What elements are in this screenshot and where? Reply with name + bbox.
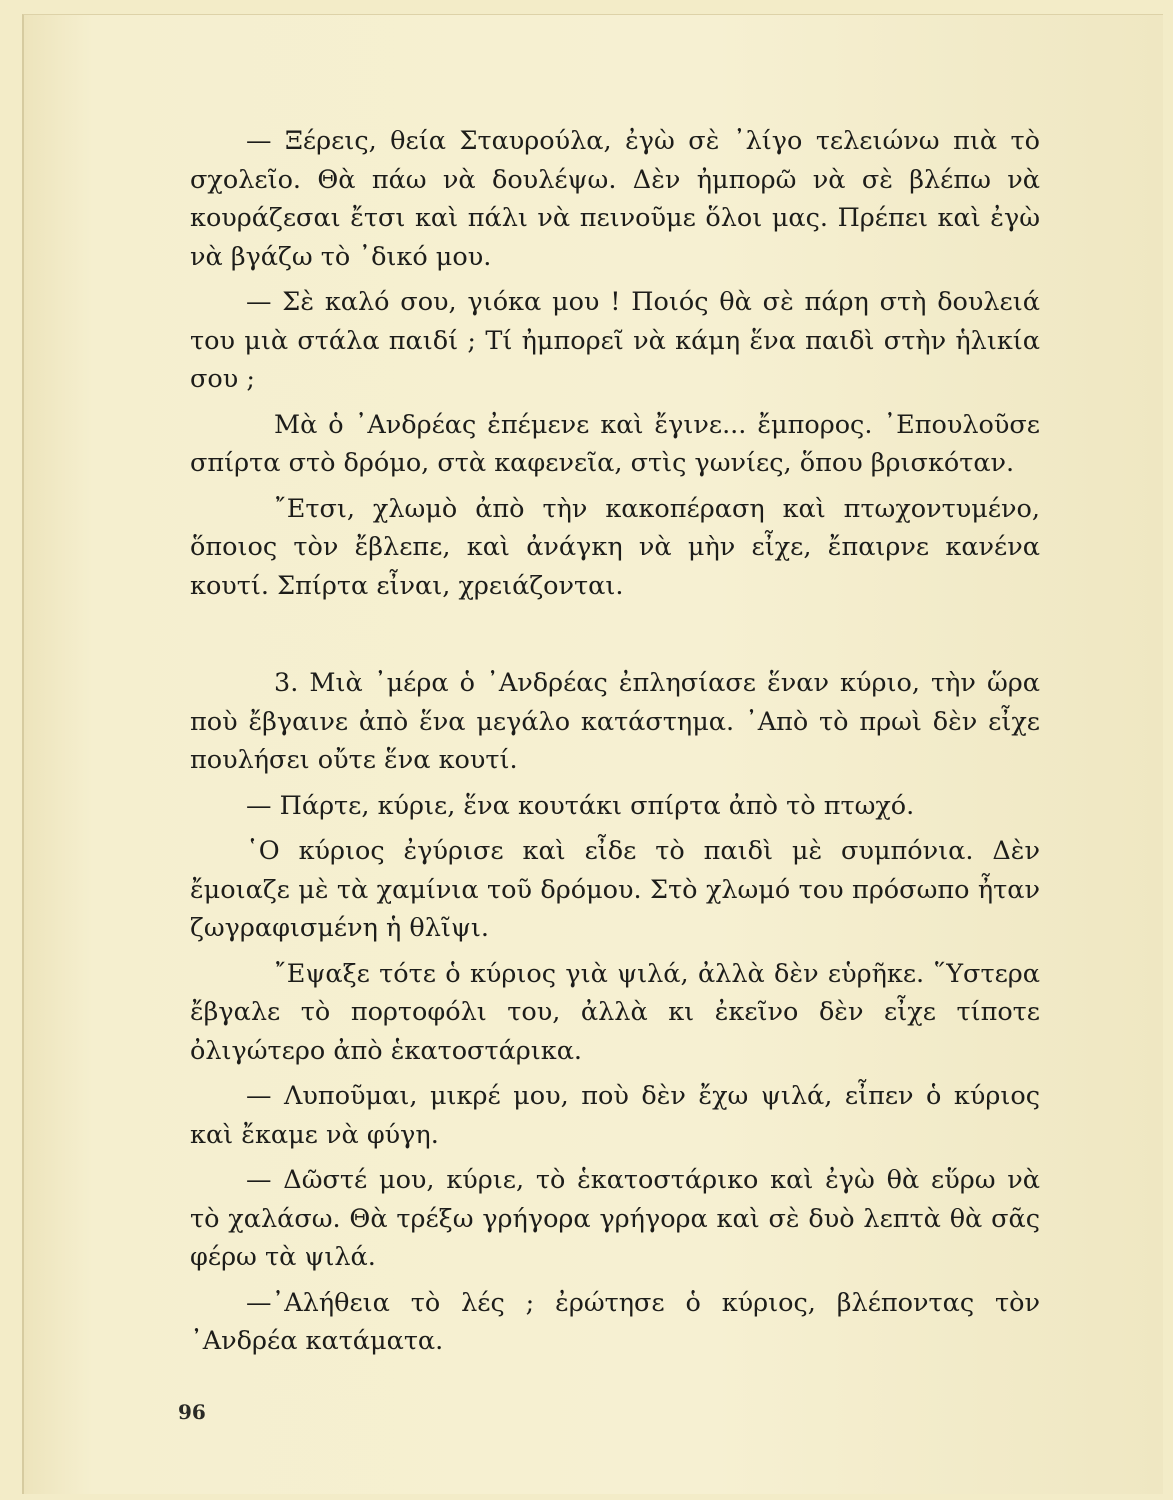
paragraph-narration-wallet: ῎Εψαξε τότε ὁ κύριος γιὰ ψιλά, ἀλλὰ δὲν εὑρῆκε. ῞Υστερα ἔβγαλε τὸ πορτοφόλι του, ἀλλὰ κι ἐκεῖνο δὲν εἶχε τίποτε ὀλιγώτερο ἀπὸ ἑκατοστάρικα.	[190, 958, 1040, 1066]
section-break	[190, 612, 1040, 664]
paragraph-section-3-opening: 3. Μιὰ ᾿μέρα ὁ ᾿Ανδρέας ἐπλησίασε ἕναν κύριο, τὴν ὥρα ποὺ ἔβγαινε ἀπὸ ἕνα μεγάλο κατάστημα. ᾿Απὸ τὸ πρωὶ δὲν εἶχε πουλήσει οὔτε ἕνα κουτί.	[190, 668, 1040, 775]
paragraph-narration-gentleman: ῾Ο κύριος ἐγύρισε καὶ εἶδε τὸ παιδὶ μὲ συμπόνια. Δὲν ἔμοιαζε μὲ τὰ χαμίνια τοῦ δρόμου. Στὸ χλωμό του πρόσωπο ἦταν ζωγραφισμένη ἡ θλῖψι.	[190, 836, 1040, 943]
paragraph-narration-merchant: Μὰ ὁ ᾿Ανδρέας ἐπέμενε καὶ ἔγινε... ἔμπορος. ᾿Επουλοῦσε σπίρτα στὸ δρόμο, στὰ καφενεῖα, στὶς γωνίες, ὅπου βρισκόταν.	[190, 409, 1040, 478]
paragraph-dialogue-andreas: — Ξέρεις, θεία Σταυρούλα, ἐγὼ σὲ ᾿λίγο τελειώνω πιὰ τὸ σχολεῖο. Θὰ πάω νὰ δουλέψω. Δὲν ἠμπορῶ νὰ σὲ βλέπω νὰ κουράζεσαι ἔτσι καὶ πάλι νὰ πεινοῦμε ὅλοι μας. Πρέπει καὶ ἐγὼ νὰ βγάζω τὸ ᾿δικό μου.	[190, 126, 1040, 272]
paragraph-dialogue-change: — Δῶστέ μου, κύριε, τὸ ἑκατοστάρικο καὶ ἐγὼ θὰ εὕρω νὰ τὸ χαλάσω. Θὰ τρέξω γρήγορα γρήγορα καὶ σὲ δυὸ λεπτὰ θὰ σᾶς φέρω τὰ ψιλά.	[190, 1165, 1040, 1272]
paragraph-dialogue-offer: — Πάρτε, κύριε, ἕνα κουτάκι σπίρτα ἀπὸ τὸ πτωχό.	[246, 790, 915, 821]
paragraph-narration-matches: ῎Ετσι, χλωμὸ ἀπὸ τὴν κακοπέραση καὶ πτωχοντυμένο, ὅποιος τὸν ἔβλεπε, καὶ ἀνάγκη νὰ μὴν εἶχε, ἔπαιρνε κανένα κουτί. Σπίρτα εἶναι, χρειάζονται.	[190, 493, 1040, 601]
paragraph-dialogue-truth: —᾿Αλήθεια τὸ λές ; ἐρώτησε ὁ κύριος, βλέποντας τὸν ᾿Ανδρέα κατάματα.	[190, 1287, 1040, 1356]
paragraph-dialogue-aunt: — Σὲ καλό σου, γιόκα μου ! Ποιός θὰ σὲ πάρη στὴ δουλειά του μιὰ στάλα παιδί ; Τί ἠμπορεῖ νὰ κάμη ἕνα παιδὶ στὴν ἡλικία σου ;	[190, 287, 1040, 394]
body-text	[190, 122, 1040, 1368]
page-number: 96	[178, 1400, 206, 1424]
paragraph-dialogue-sorry: — Λυποῦμαι, μικρέ μου, ποὺ δὲν ἔχω ψιλά, εἶπεν ὁ κύριος καὶ ἔκαμε νὰ φύγη.	[190, 1081, 1040, 1150]
